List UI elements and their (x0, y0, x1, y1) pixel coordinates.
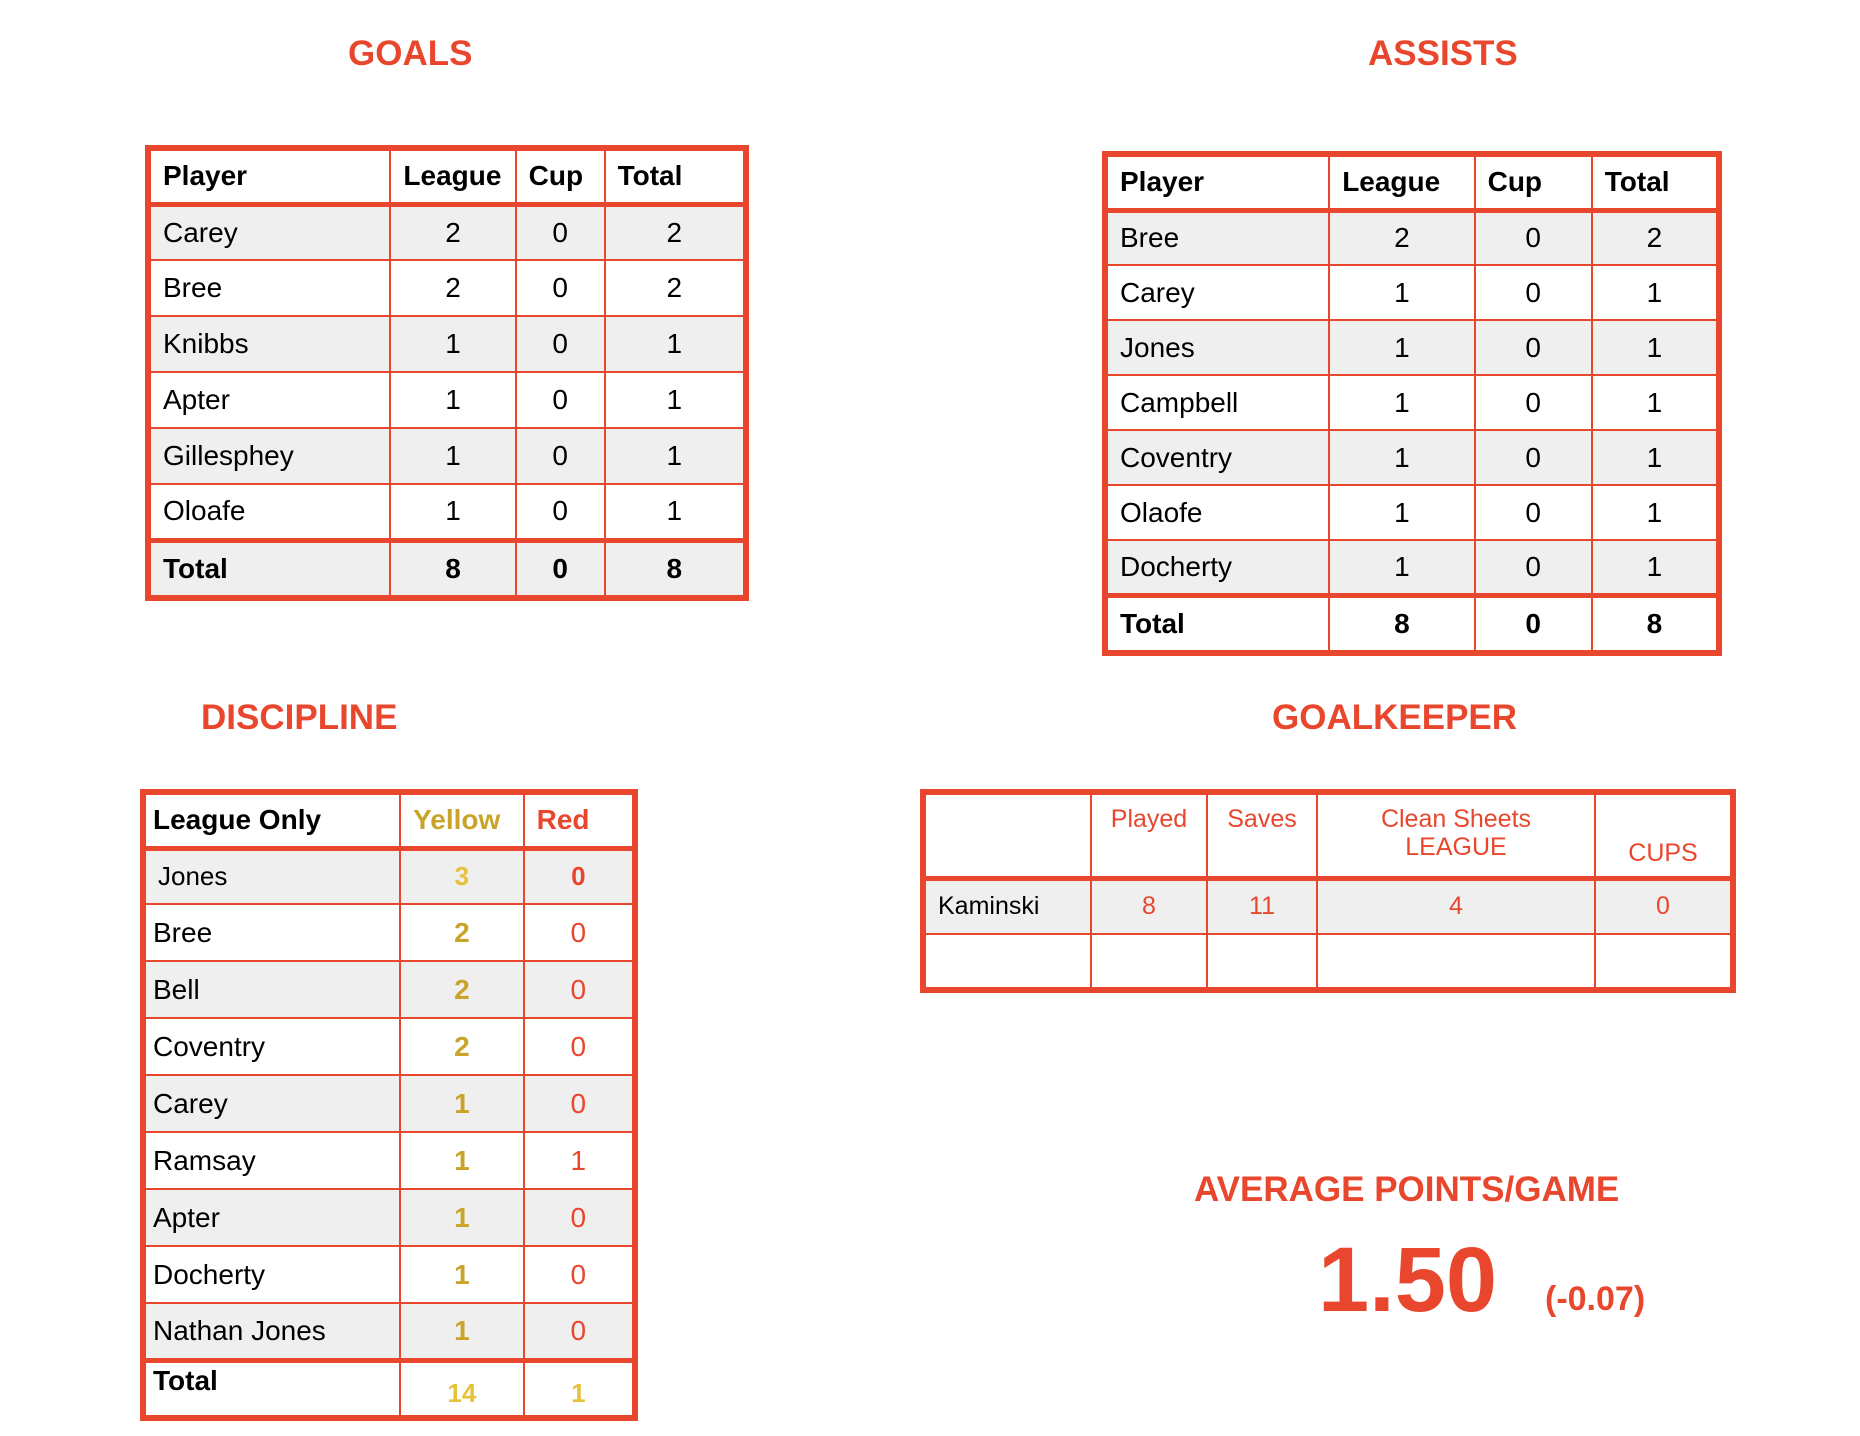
red-cards: 0 (524, 1246, 635, 1303)
assists-total-row (1105, 595, 1719, 653)
total-goals: 2 (605, 260, 746, 316)
goalkeeper-header-played: Played (1091, 792, 1207, 878)
assists-header-total: Total (1592, 154, 1719, 210)
cup-goals: 0 (516, 316, 605, 372)
table-row (1105, 210, 1719, 265)
table-row (1105, 375, 1719, 430)
average-value: 1.50 (1318, 1229, 1498, 1331)
league-assists: 1 (1329, 265, 1474, 320)
discipline-header-row (143, 792, 635, 848)
table-row (143, 961, 635, 1018)
assists-header-league: League (1329, 154, 1474, 210)
goalkeeper-title: GOALKEEPER (1272, 698, 1518, 737)
table-row (143, 1246, 635, 1303)
league-assists: 1 (1329, 375, 1474, 430)
total-overall: 8 (1592, 595, 1719, 653)
cup-assists: 0 (1475, 320, 1592, 375)
total-assists: 1 (1592, 485, 1719, 540)
yellow-cards: 3 (400, 848, 524, 904)
player-name: Nathan Jones (143, 1303, 400, 1360)
goals-header-total: Total (605, 148, 746, 204)
red-cards: 0 (524, 904, 635, 961)
league-assists: 1 (1329, 485, 1474, 540)
cup-assists: 0 (1475, 375, 1592, 430)
player-name: Bell (143, 961, 400, 1018)
table-row (143, 904, 635, 961)
total-red: 1 (524, 1360, 635, 1418)
player-name: Coventry (143, 1018, 400, 1075)
cups: 0 (1595, 878, 1733, 934)
league-assists: 1 (1329, 320, 1474, 375)
assists-table (1102, 151, 1722, 656)
goals-total-row (148, 540, 746, 598)
goalkeeper-header-blank (923, 792, 1091, 878)
discipline-total-row (143, 1360, 635, 1418)
league-assists: 1 (1329, 430, 1474, 485)
table-row (148, 484, 746, 540)
total-goals: 1 (605, 316, 746, 372)
total-cup: 0 (516, 540, 605, 598)
goals-header-cup: Cup (516, 148, 605, 204)
total-goals: 1 (605, 428, 746, 484)
total-assists: 1 (1592, 430, 1719, 485)
red-cards: 0 (524, 961, 635, 1018)
table-row (143, 848, 635, 904)
saves (1207, 934, 1317, 990)
total-yellow: 14 (400, 1360, 524, 1418)
goalkeeper-header-saves: Saves (1207, 792, 1317, 878)
table-row (143, 1018, 635, 1075)
total-assists: 1 (1592, 265, 1719, 320)
league-assists: 2 (1329, 210, 1474, 265)
cup-goals: 0 (516, 204, 605, 260)
clean-sheets-league (1317, 934, 1595, 990)
assists-header-row (1105, 154, 1719, 210)
discipline-header-league-only: League Only (143, 792, 400, 848)
average-title: AVERAGE POINTS/GAME (1194, 1170, 1620, 1209)
table-row (923, 934, 1733, 990)
player-name: Carey (143, 1075, 400, 1132)
player-name: Knibbs (148, 316, 390, 372)
yellow-cards: 2 (400, 904, 524, 961)
cup-assists: 0 (1475, 485, 1592, 540)
red-cards: 0 (524, 1075, 635, 1132)
total-label: Total (148, 540, 390, 598)
games-played (1091, 934, 1207, 990)
player-name: Campbell (1105, 375, 1329, 430)
player-name: Olaofe (1105, 485, 1329, 540)
player-name: Coventry (1105, 430, 1329, 485)
goals-table (145, 145, 749, 601)
table-row (1105, 430, 1719, 485)
table-row (148, 372, 746, 428)
clean-sheets-league: 4 (1317, 878, 1595, 934)
table-row (143, 1132, 635, 1189)
league-goals: 2 (390, 260, 515, 316)
goalkeeper-header-clean-sheets: Clean Sheets LEAGUE (1317, 792, 1595, 878)
yellow-cards: 1 (400, 1303, 524, 1360)
goalkeeper-name: Kaminski (923, 878, 1091, 934)
discipline-table (140, 789, 638, 1421)
red-cards: 1 (524, 1132, 635, 1189)
total-label: Total (143, 1360, 400, 1418)
player-name: Jones (143, 848, 400, 904)
red-cards: 0 (524, 1303, 635, 1360)
goalkeeper-header-cups: CUPS (1595, 792, 1733, 878)
table-row (1105, 540, 1719, 595)
cup-goals: 0 (516, 372, 605, 428)
table-row (143, 1303, 635, 1360)
player-name: Bree (143, 904, 400, 961)
goals-title: GOALS (348, 34, 473, 73)
player-name: Docherty (1105, 540, 1329, 595)
total-goals: 2 (605, 204, 746, 260)
assists-header-cup: Cup (1475, 154, 1592, 210)
cup-goals: 0 (516, 260, 605, 316)
total-cup: 0 (1475, 595, 1592, 653)
cup-goals: 0 (516, 484, 605, 540)
discipline-header-red: Red (524, 792, 635, 848)
player-name: Docherty (143, 1246, 400, 1303)
total-goals: 1 (605, 372, 746, 428)
total-league: 8 (1329, 595, 1474, 653)
total-goals: 1 (605, 484, 746, 540)
games-played: 8 (1091, 878, 1207, 934)
yellow-cards: 2 (400, 1018, 524, 1075)
player-name: Bree (1105, 210, 1329, 265)
league-goals: 1 (390, 484, 515, 540)
yellow-cards: 1 (400, 1189, 524, 1246)
player-name: Apter (143, 1189, 400, 1246)
red-cards: 0 (524, 1018, 635, 1075)
table-row (1105, 320, 1719, 375)
total-league: 8 (390, 540, 515, 598)
player-name: Apter (148, 372, 390, 428)
player-name: Oloafe (148, 484, 390, 540)
league-goals: 1 (390, 428, 515, 484)
table-row (1105, 485, 1719, 540)
yellow-cards: 2 (400, 961, 524, 1018)
goals-header-player: Player (148, 148, 390, 204)
total-assists: 2 (1592, 210, 1719, 265)
goalkeeper-header-row (923, 792, 1733, 878)
cup-goals: 0 (516, 428, 605, 484)
red-cards: 0 (524, 848, 635, 904)
total-overall: 8 (605, 540, 746, 598)
table-row (148, 260, 746, 316)
table-row (148, 428, 746, 484)
player-name: Jones (1105, 320, 1329, 375)
goalkeeper-table (920, 789, 1736, 993)
table-row (1105, 265, 1719, 320)
cup-assists: 0 (1475, 265, 1592, 320)
red-cards: 0 (524, 1189, 635, 1246)
yellow-cards: 1 (400, 1246, 524, 1303)
discipline-header-yellow: Yellow (400, 792, 524, 848)
total-assists: 1 (1592, 540, 1719, 595)
goals-header-row (148, 148, 746, 204)
average-change: (-0.07) (1545, 1280, 1646, 1318)
cup-assists: 0 (1475, 540, 1592, 595)
discipline-title: DISCIPLINE (201, 698, 398, 737)
yellow-cards: 1 (400, 1132, 524, 1189)
player-name: Ramsay (143, 1132, 400, 1189)
league-assists: 1 (1329, 540, 1474, 595)
assists-title: ASSISTS (1368, 34, 1518, 73)
goals-header-league: League (390, 148, 515, 204)
table-row (923, 878, 1733, 934)
cup-assists: 0 (1475, 430, 1592, 485)
player-name: Gillesphey (148, 428, 390, 484)
total-assists: 1 (1592, 320, 1719, 375)
goalkeeper-name (923, 934, 1091, 990)
assists-header-player: Player (1105, 154, 1329, 210)
player-name: Carey (148, 204, 390, 260)
table-row (143, 1189, 635, 1246)
saves: 11 (1207, 878, 1317, 934)
table-row (148, 316, 746, 372)
cups (1595, 934, 1733, 990)
player-name: Carey (1105, 265, 1329, 320)
league-goals: 1 (390, 316, 515, 372)
league-goals: 2 (390, 204, 515, 260)
yellow-cards: 1 (400, 1075, 524, 1132)
cup-assists: 0 (1475, 210, 1592, 265)
player-name: Bree (148, 260, 390, 316)
table-row (148, 204, 746, 260)
total-assists: 1 (1592, 375, 1719, 430)
table-row (143, 1075, 635, 1132)
league-goals: 1 (390, 372, 515, 428)
total-label: Total (1105, 595, 1329, 653)
